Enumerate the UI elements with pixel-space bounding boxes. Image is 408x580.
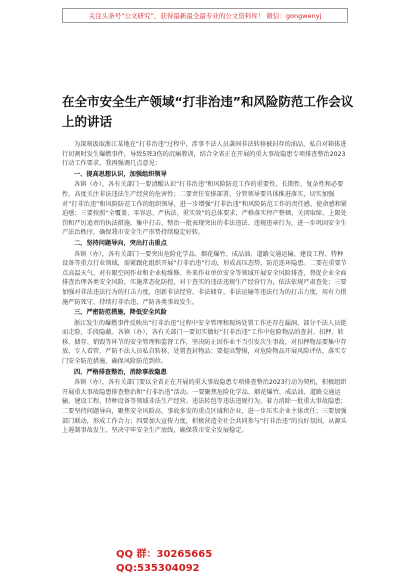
section-4-heading: 四、严格排查整治，消除事故隐患: [74, 368, 167, 376]
section-3-heading: 三、严密防范措施，降低安全风险: [74, 309, 167, 317]
document-body: [62, 140, 348, 437]
section-2-text: 各镇（办），各有关部门一要突出危险化学品、烟花爆竹、成品油、道路交通运输、建设工程、特种设备等重点行业领域，需紧跟化组织开展“打非治违”行动，形成高压态势，防范连环隐患。二要在重要节点高温天气、对有限空间作业和企业检维修、外来作业单位安全等领域开展安全风险排查，督促企业全面排查治理各类安全风险，实施常态化防控，对于查实的违法违规生产经营行为，依法依规严肃查处；三要加强对非法违法行为的打击力度，创新非法经营、非法储存、非法运输等违法行为的打击力度，用有力措施严防死守、持续打非治违，严防各类事故发生。: [62, 250, 347, 306]
section-2-heading: 二、坚持问题导向，突出打击重点: [74, 239, 167, 247]
promo-banner: 关注头条号“公文研究”，获得最新最全最专业的公文资料库！ 微信：gongwenyj: [62, 8, 348, 23]
intro-paragraph: 为深刻汲取浙江某地在“打非治违”过程中，涉事不法人员袭间非法转移被封存的油品，私自对箱体进行切割时发生爆燃事件，导致5死3伤的沉痛教训，结合全省正在开展的重大事故隐患专项排查整治2023行动工作要求，我再强调几点意见：: [62, 141, 347, 168]
footer-contact: [116, 548, 346, 576]
qq-group-text: QQ 群：30265665: [116, 549, 213, 560]
section-3-text: 浙江发生的爆燃事件反映出“打非治违”过程中安全管理和现场处置工作还存在漏洞，部分不法人员铤而走险，手段隐蔽。各镇（办），各有关部门一要切实做好“打非治违”工作中危险物品的查封、扣押、转移、储存、销毁等环节的安全管理和监督工作，坚决防止因作业不当引发次生事故，对扣押物品要集中存放、专人看管，严防不法人员私自转移、处置查封物品；要提高警惕，对危险物品开展风险评估，落实专门安全防范措施，确保风险防范到位。: [62, 319, 347, 366]
qq-text: QQ:535304092: [116, 563, 200, 574]
section-1-heading: 一、提高思想认识，加强组织领导: [74, 170, 167, 178]
section-1-text: 各镇（办），各有关部门一要清醒认识“打非治违”和风险防范工作的重要性、长期性、复杂性和必要性，高度关注非法违法生产经营的危害性；二要责任安排部署，分管领导要具体推进落实，切实加强对“打非治违”和风险防范工作的组织领导，进一步增强“打非治违”和风险防范工作的责任感、使命感和紧迫感；三要按照“全覆盖、零容忍、严执法、重实效”的总体要求，严格落实停产整顿、关闭取缔、上限处罚和严厉追责的执法措施，集中打击、整治一批表现突出的非法违法、违规违章行为，进一步巩固安全生产法治秩序，确保我市安全生产形势持续稳定好转。: [62, 181, 348, 237]
document-title: 在全市安全生产领域“打非治违”和风险防范工作会议上的讲话: [62, 94, 354, 129]
header-rule: [62, 22, 346, 23]
section-4-text: 各镇（办），各有关部门要以全省正在开展的重大事故隐患专项排查整治2023行动为契机，积极组织开展重大事故隐患排查整治和“打非治违”活动。一要聚焦危险化学品、烟花爆竹、成品油、道路交通运输、建设工程、特种设备等领域非法生产经营、违法转包等违法违规行为，着力消除一批重大事故隐患；二要坚持问题导向，聚焦安全风险高、事故多发的重点区域和企业，进一步压实企业主体责任；三要加强部门联动，形成工作合力；四要加大宣传力度，积极营造全社会共同参与“打非治违”的良好氛围，从源头上遏制事故发生，坚决守牢安全生产底线，确保我市安全发展稳定。: [62, 379, 347, 435]
